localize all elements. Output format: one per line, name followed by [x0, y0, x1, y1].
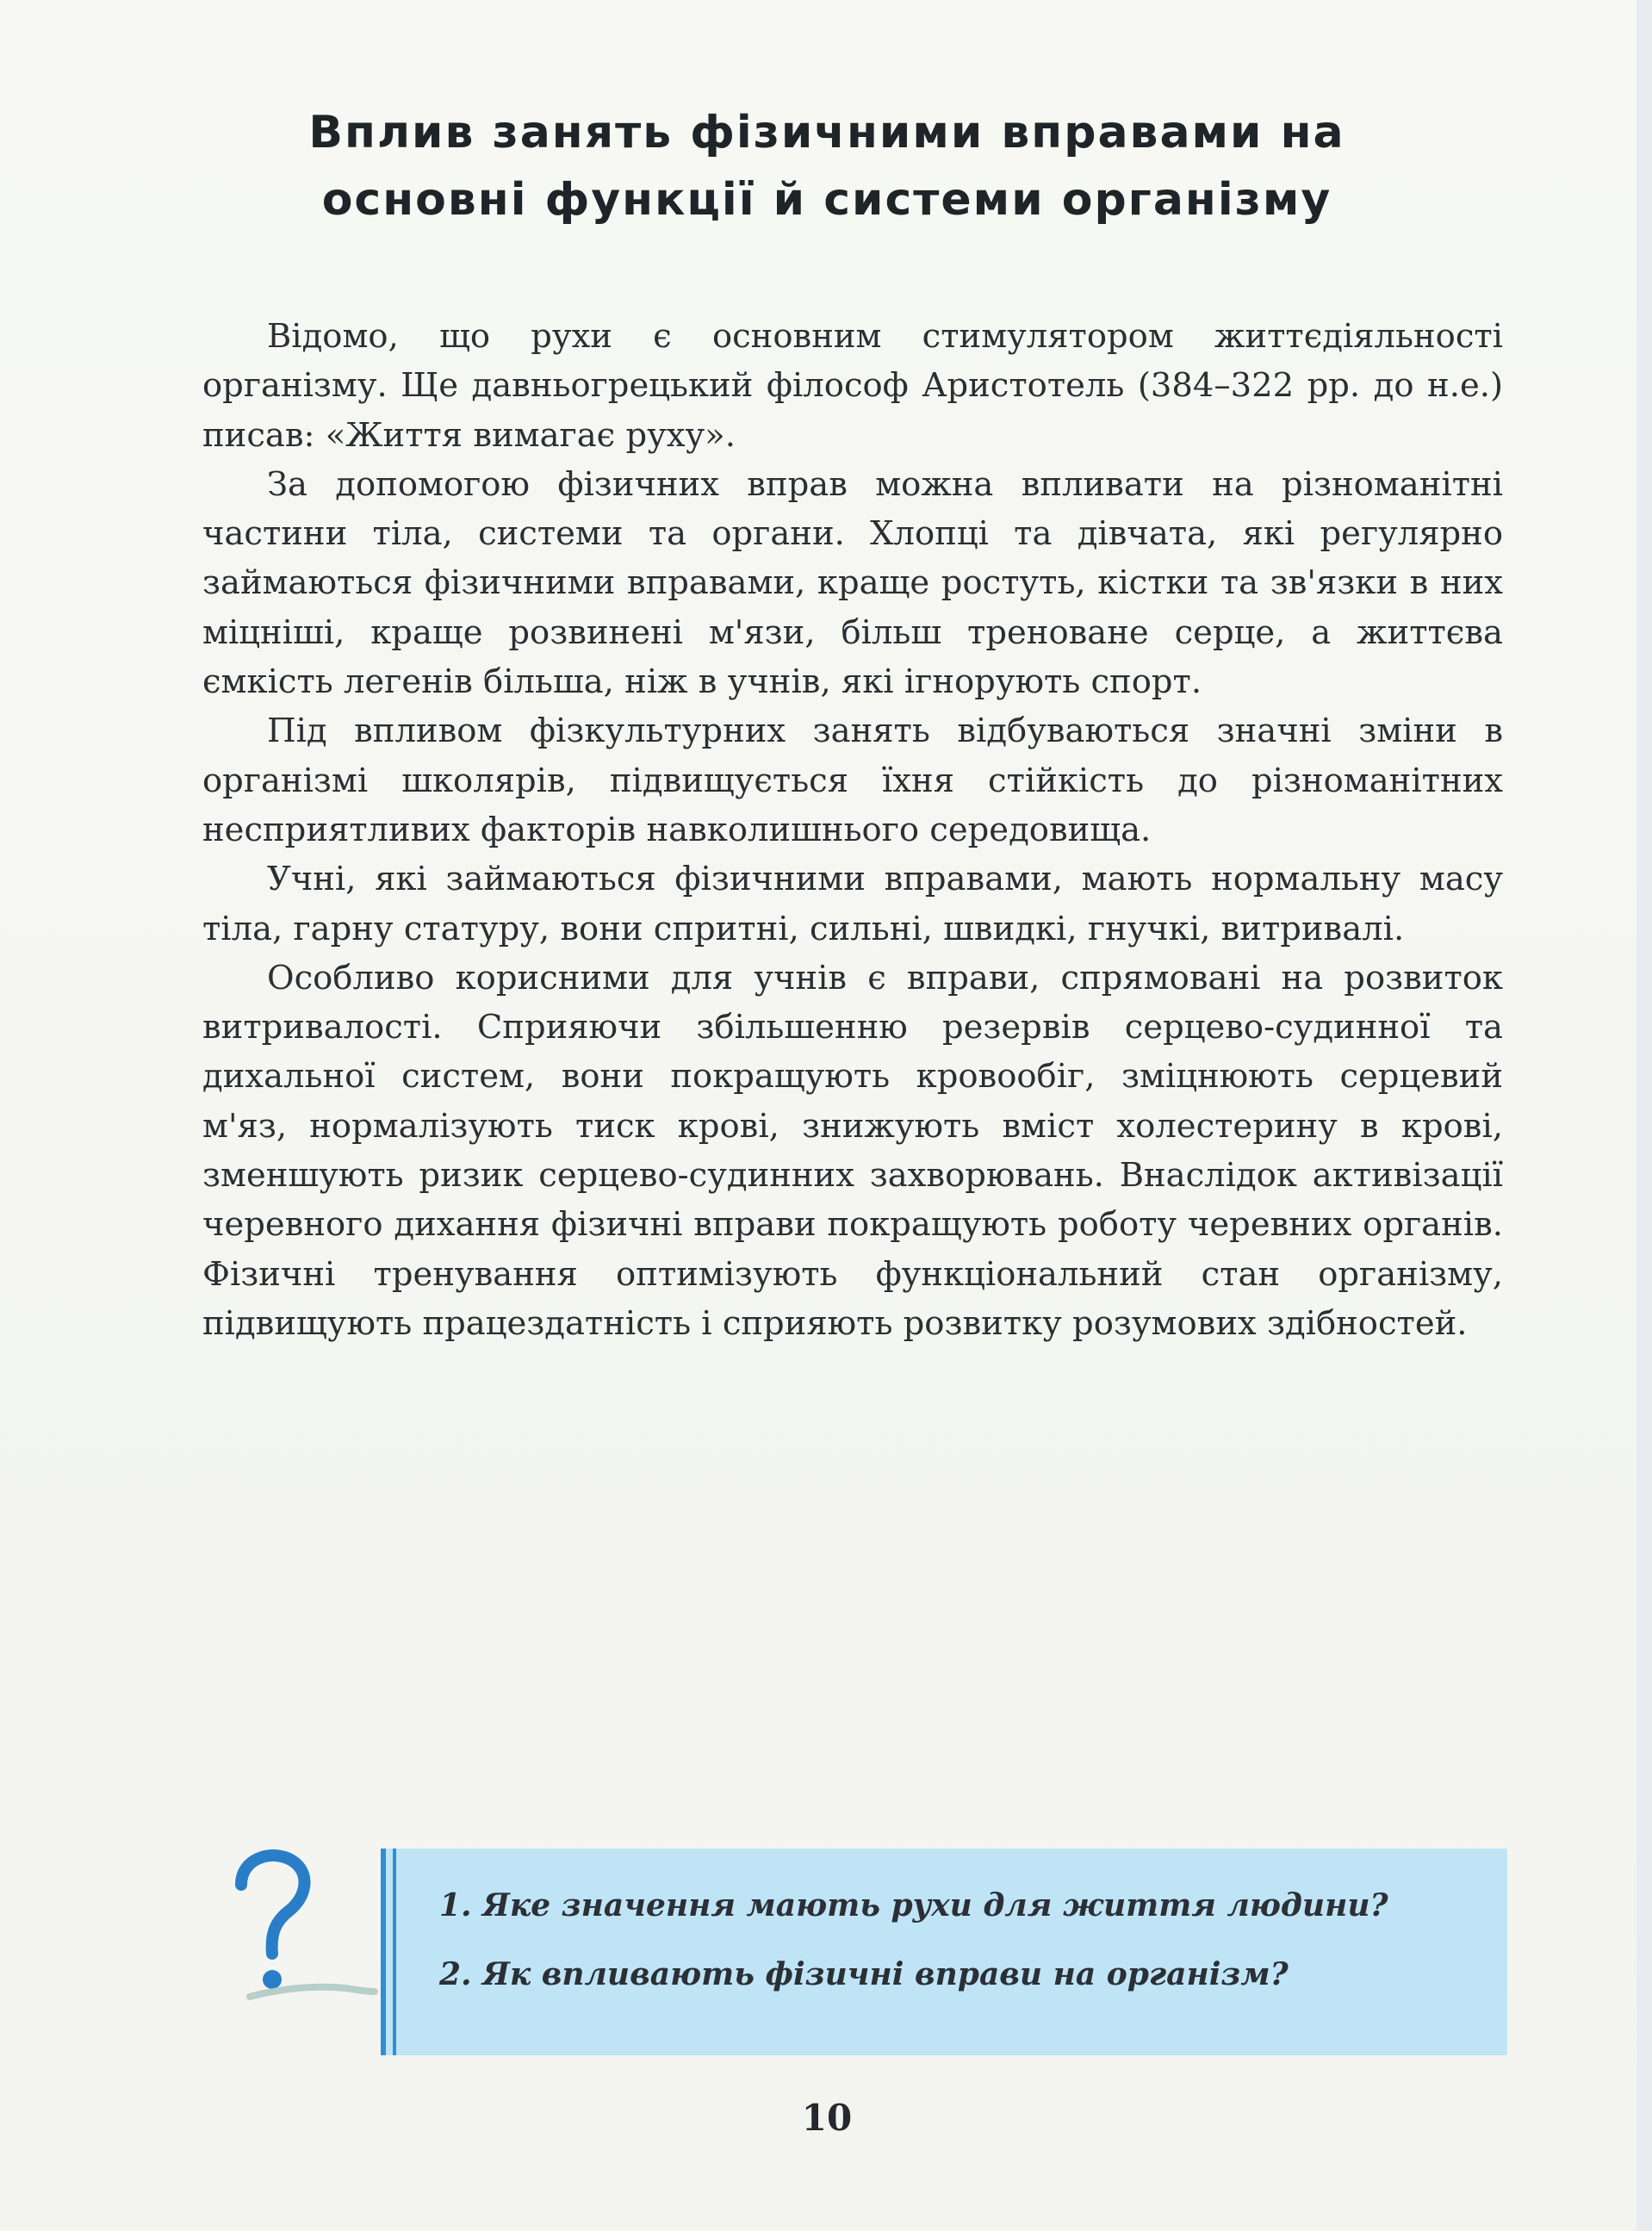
- paragraph-1: Відомо, що рухи є основним стимулятором життєдіяльності організму. Ще давньогрецький філософ Аристотель (384–322 рр. до н.е.) писав: «Життя вимагає руху».: [202, 317, 1503, 455]
- question-item-2: 2. Як впливають фізичні вправи на організм?: [439, 1956, 1289, 1992]
- question-mark-icon: [215, 1843, 379, 2016]
- question-item-1: 1. Яке значення мають рухи для життя людини?: [439, 1887, 1388, 1923]
- title-line-2: основні функції й системи організму: [321, 173, 1332, 226]
- page-number: 10: [801, 2097, 853, 2139]
- title-line-1: Вплив занять фізичними вправами на: [308, 106, 1345, 158]
- paragraph-4: Учні, які займаються фізичними вправами, мають нормальну масу тіла, гарну статуру, вони спритні, сильні, швидкі, гнучкі, витривалі.: [202, 860, 1503, 948]
- paragraph-5: Особливо корисними для учнів є вправи, спрямовані на розвиток витривалості. Сприяючи збільшенню резервів серцево-судинної та дихальної систем, вони покращують кровообіг, зміцнюють серцевий м'яз, нормалізують тиск крові, знижують вміст холестерину в крові, зменшують ризик серцево-судинних захворювань. Внаслідок активізації черевного дихання фізичні вправи покращують роботу черевних органів. Фізичні тренування оптимізують функціональний стан організму, підвищують працездатність і сприяють розвитку розумових здібностей.: [202, 958, 1503, 1343]
- paragraph-3: Під впливом фізкультурних занять відбуваються значні зміни в організмі школярів, підвищується їхня стійкість до різноманітних несприятливих факторів навколишнього середовища.: [202, 712, 1503, 849]
- questions-box-bar-inner: [393, 1849, 396, 2055]
- questions-list: [439, 1871, 1388, 2009]
- page-edge: [1636, 0, 1652, 2231]
- page-title: [207, 99, 1447, 233]
- questions-box-bar: [381, 1849, 386, 2055]
- questions-box: [381, 1849, 1507, 2055]
- paragraph-2: За допомогою фізичних вправ можна впливати на різноманітні частини тіла, системи та органи. Хлопці та дівчата, які регулярно займаються фізичними вправами, краще ростуть, кістки та зв'язки в них міцніші, краще розвинені м'язи, більш треноване серце, а життєва ємкість легенів більша, ніж в учнів, які ігнорують спорт.: [202, 464, 1503, 702]
- body-text: [202, 312, 1503, 1348]
